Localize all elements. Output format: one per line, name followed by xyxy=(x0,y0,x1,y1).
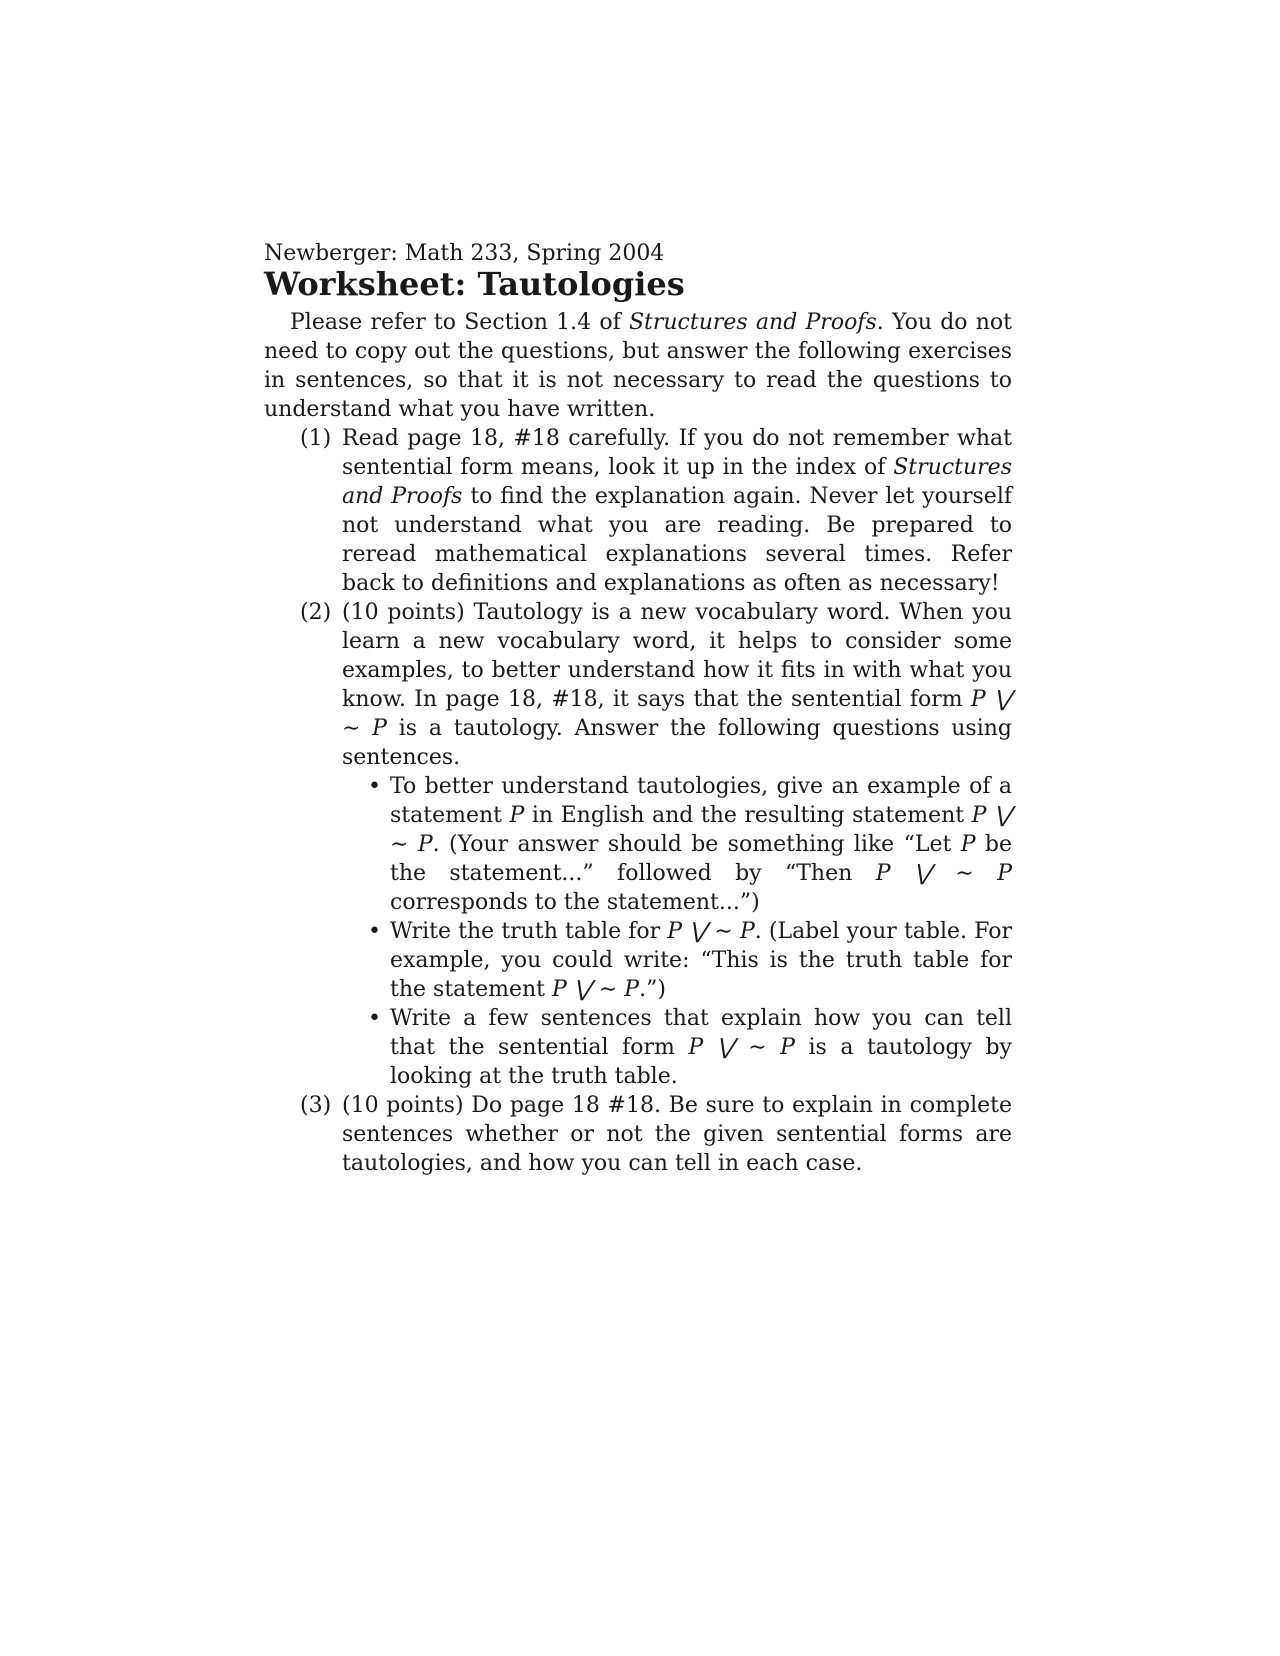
exercise-number: (2) xyxy=(300,600,332,625)
intro-book-title: Structures and Proofs xyxy=(628,310,877,335)
worksheet-page xyxy=(264,242,1012,1178)
formula: P ⋁ ∼ P xyxy=(342,687,1013,741)
exercise-item-2 xyxy=(264,598,1012,1091)
formula: P ⋁ ∼ P xyxy=(552,977,640,1002)
exercise-item-1 xyxy=(264,424,1012,598)
exercise-item-3 xyxy=(264,1091,1012,1178)
formula: P ⋁ ∼ P xyxy=(667,919,755,944)
page-title: Worksheet: Tautologies xyxy=(264,265,685,303)
sub-question-text: Write a few sentences that explain how you can tell that the sentential form xyxy=(390,1006,1012,1060)
sub-question-list xyxy=(342,772,1012,1091)
sub-question-text: . (Your answer should be something like “Let xyxy=(432,832,961,857)
exercise-2-text-cont: is a tautology. Answer the following questions using sentences. xyxy=(342,716,1013,770)
variable-p: P xyxy=(509,803,525,828)
bullet-icon: • xyxy=(368,1006,381,1031)
exercise-3-text: (10 points) Do page 18 #18. Be sure to explain in complete sentences whether or not the given sentential forms are tautologies, and how you can tell in each case. xyxy=(342,1093,1012,1176)
intro-text-after: . You do not need to copy out the questions, but answer the following exercises in sentences, so that it is not necessary to read the questions to understand what you have written. xyxy=(264,310,1012,422)
exercise-number: (3) xyxy=(300,1093,332,1118)
exercise-number: (1) xyxy=(300,426,332,451)
sub-question-text: is a tautology by looking at the truth table. xyxy=(390,1035,1012,1089)
sub-question-2 xyxy=(342,917,1012,1004)
bullet-icon: • xyxy=(368,919,381,944)
exercise-2-text: (10 points) Tautology is a new vocabulary word. When you learn a new vocabulary word, it helps to consider some examples, to better understand how it fits in with what you know. In page 18, #18, it says that the sentential form xyxy=(342,600,1012,712)
variable-p: P xyxy=(960,832,976,857)
sub-question-text: Write the truth table for xyxy=(390,919,668,944)
sub-question-text: . (Label your table. For example, you could write: “This is the truth table for the statement xyxy=(390,919,1012,1002)
sub-question-text: be the statement...” followed by “Then xyxy=(390,832,1012,886)
sub-question-text: To better understand tautologies, give an example of a statement xyxy=(390,774,1012,828)
course-line: Newberger: Math 233, Spring 2004 xyxy=(264,241,665,266)
exercise-list xyxy=(264,424,1012,1178)
sub-question-text: corresponds to the statement...”) xyxy=(390,890,760,915)
formula: P ⋁ ∼ P xyxy=(875,861,1012,886)
exercise-1-book-title: Structures and Proofs xyxy=(342,455,1012,509)
formula: P ⋁ ∼ P xyxy=(390,803,1012,857)
exercise-1-text-cont: to find the explanation again. Never let yourself not understand what you are reading. Be prepared to reread mathematical explanations several times. Refer back to definitions and explanations as often as necessary! xyxy=(342,484,1013,596)
sub-question-1 xyxy=(342,772,1012,917)
formula: P ⋁ ∼ P xyxy=(688,1035,795,1060)
intro-text-before: Please refer to Section 1.4 of xyxy=(290,310,629,335)
bullet-icon: • xyxy=(368,774,381,799)
sub-question-text: in English and the resulting statement xyxy=(524,803,972,828)
sub-question-3 xyxy=(342,1004,1012,1091)
intro-paragraph xyxy=(264,308,1012,424)
exercise-1-text: Read page 18, #18 carefully. If you do not remember what sentential form means, look it up in the index of xyxy=(342,426,1012,480)
sub-question-text: .”) xyxy=(639,977,666,1002)
